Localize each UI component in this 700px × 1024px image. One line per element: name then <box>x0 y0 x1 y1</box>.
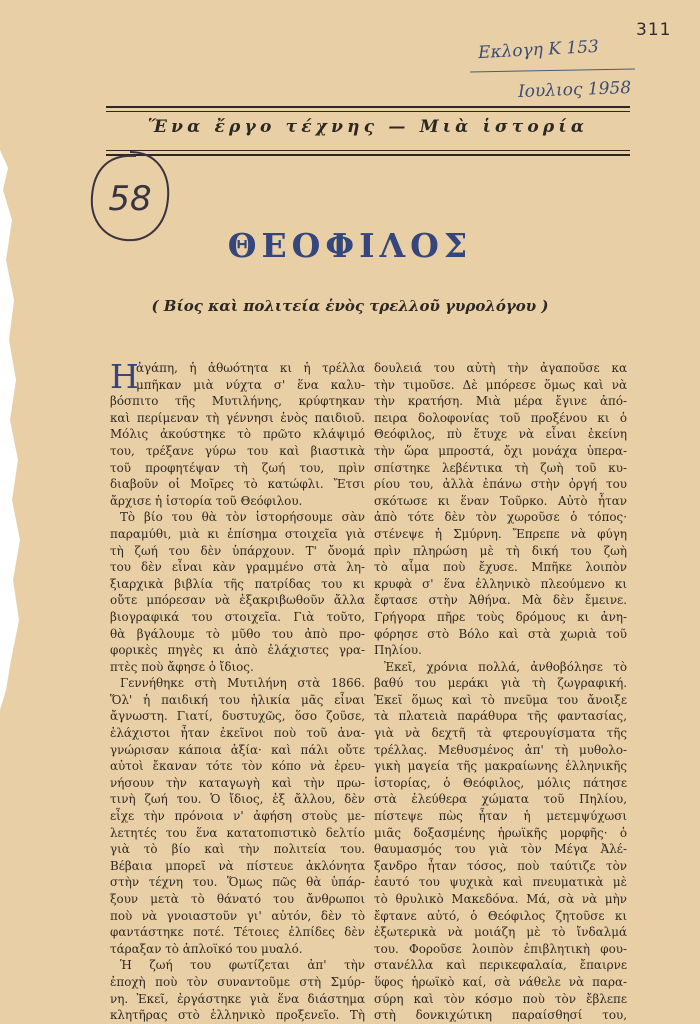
text-line: φορικὲς πηγὲς κι ἀπὸ ἐλάχιστες γρα- <box>110 643 365 658</box>
text-line: στὴν τέχνη του. Ὅμως πῶς θὰ ὑπάρ- <box>110 875 365 890</box>
text-line: τοῦ προφητέψαν τὴ ζωή του, πρὶν <box>110 460 365 475</box>
text-line: ξιαρχικὰ βιβλία τῆς πατρίδας του κι <box>110 576 365 591</box>
text-line: μιᾶς δοξασμένης ἡρωϊκῆς μορφῆς· ὁ <box>374 825 627 840</box>
text-line: ἱστορίας, ὁ Θεόφιλος, μόλις πάτησε <box>374 775 627 790</box>
text-line: βιογραφικά του στοιχεῖα. Γιὰ τοῦτο, <box>110 609 365 624</box>
text-line: βόσπιτο τῆς Μυτιλήνης, κρύφτηκαν <box>110 394 365 409</box>
header-rule-top-thin <box>106 111 630 112</box>
text-line: τὸ αἷμα ποὺ ἔχυσε. Μπῆκε λοιπὸν <box>374 560 627 575</box>
text-line: ποὺ νὰ γνοιαστοῦν γι' αὐτόν, δὲν τὸ <box>110 908 365 923</box>
text-line: κρυφὰ σ' ἕνα ἑλληνικὸ πλεούμενο κι <box>374 576 627 591</box>
text-line: σκότωσε κι ἕναν Τοῦρκο. Αὐτὸ ἦταν <box>374 493 627 508</box>
text-line: νη. Ἐκεῖ, ἐργάστηκε γιὰ ἕνα διάστημα <box>110 991 365 1006</box>
text-line: ξουν μετὰ τὸ θάνατό του ἄνθρωποι <box>110 892 365 906</box>
text-line: τὴ ζωή του δὲν ὑπάρχουν. Τ' ὄνομά <box>110 543 365 558</box>
text-line: λετητές του ἕνα κατατοπιστικὸ δελτίο <box>110 825 365 840</box>
drop-cap: Η <box>110 357 139 396</box>
handwritten-date: Ιουλιος 1958 <box>517 78 632 102</box>
text-line: κλητῆρας στὸ ἑλληνικὸ προξενεῖο. Τὴ <box>110 1008 365 1023</box>
text-line: ἀπὸ τότε δὲν τὸν χωροῦσε ὁ τόπος· <box>374 510 627 525</box>
text-line: τὸ θρυλικὸ Μακεδόνα. Μά, σὰ νὰ μὴν <box>374 892 627 906</box>
text-line: Τὸ βίο του θὰ τὸν ἱστορήσουμε σὰν <box>120 510 365 525</box>
text-line: τὰ πλατειὰ παράθυρα τῆς φαντασίας, <box>374 709 627 724</box>
text-line: πειρα δολοφονίας τοῦ προξένου κι ὁ <box>374 410 627 425</box>
text-line: ὕφος ἡρωϊκὸ καί, σὰ νάθελε νὰ παρα- <box>374 974 627 989</box>
text-line: αὐτοὶ ἔκαναν τότε τὸν κόπο νὰ ἐρευ- <box>110 759 365 774</box>
text-line: τὴν ὥρα μπροστά, ὄχι μονάχα ὑπερα- <box>374 443 627 458</box>
article-column-right <box>374 360 627 1024</box>
text-line: δουλειά του αὐτὴ τὴν ἀγαποῦσε κα <box>374 361 627 375</box>
article-column-left <box>110 357 365 1024</box>
text-line: οὔτε μπόρεσαν νὰ ἐξακριβωθοῦν ἄλλα <box>110 593 365 608</box>
text-line: Ἐκεῖ ὅμως καὶ τὸ πνεῦμα του ἄνοιξε <box>374 692 627 707</box>
text-line: τινὴ ζωή του. Ὁ ἴδιος, ἐξ ἄλλου, δὲν <box>110 792 365 807</box>
text-line: Πηλίου. <box>374 643 422 658</box>
text-line: του δὲν εἶναι κὰν γραμμένο στὰ λη- <box>110 560 365 575</box>
text-line: πρὶν πληρώση μὲ τὴ δική του ζωὴ <box>374 543 627 558</box>
text-line: Γρήγορα πῆρε τοὺς δρόμους κι ἀνη- <box>374 609 627 624</box>
handwritten-publication-label: Εκλογη Κ 153 <box>477 36 600 64</box>
text-line: Ἐκεῖ, χρόνια πολλά, ἀνθοβόλησε τὸ <box>384 659 627 674</box>
circled-number-text: 58 <box>108 179 152 219</box>
text-line: Βέβαια μπορεῖ νὰ πίστευε ἀκλόνητα <box>110 858 365 873</box>
text-line: τὴν κρατήση. Μιὰ μέρα ἔγινε ἀπό- <box>374 394 627 409</box>
text-line: ἐξωτερικὰ νὰ μοιάζη μὲ τὸ ἴνδαλμά <box>374 925 627 940</box>
text-line: γικὴ μαγεία τῆς μακραίωνης ἑλληνικῆς <box>374 759 627 774</box>
header-rule-bottom <box>106 154 630 156</box>
text-line: γιὰ νὰ δεχτῆ τὰ φτερουγίσματα τῆς <box>374 726 627 741</box>
text-line: σύρη καὶ τὸν κόσμο ποὺ τὸν ἔβλεπε <box>374 991 627 1006</box>
text-line: εἶχε τὴν πρόνοια ν' ἀφήση στοὺς με- <box>110 809 365 824</box>
text-line: του, τρέξανε γύρω του καὶ βιαστικὰ <box>110 443 365 458</box>
text-line: ἔφτανε αὐτό, ὁ Θεόφιλος ζητοῦσε κι <box>374 908 627 923</box>
text-line: σπίστηκε λεβέντικα τὴ ζωὴ τοῦ κυ- <box>374 460 627 475</box>
text-line: γιὰ τὸ βίο καὶ τὴν πολιτεία του. <box>110 842 365 857</box>
text-line: μπῆκαν μιὰ νύχτα σ' ἕνα καλυ- <box>136 377 365 392</box>
header-rule-top <box>106 106 630 108</box>
text-line: ἐλάχιστοι ἦταν ἐκεῖνοι ποὺ τοῦ ἀνα- <box>110 726 365 741</box>
text-line: του. Φοροῦσε λοιπὸν ἐπιβλητικὴ φου- <box>374 941 627 956</box>
text-line: ἑαυτό του ψυχικὰ καὶ πνευματικὰ μὲ <box>374 875 627 890</box>
text-line: τρέλλας. Μεθυσμένος ἀπ' τὴ μυθολο- <box>374 742 627 757</box>
text-line: ἄγνωστη. Γιατί, δυστυχῶς, ὅσο ζοῦσε, <box>110 709 365 724</box>
text-line: ἄρχισε ἡ ἱστορία τοῦ Θεόφιλου. <box>110 493 303 508</box>
text-line: τάραξαν τὸ ἁπλοϊκό του μυαλό. <box>110 941 303 956</box>
text-line: ἔφτασε στὴν Ἀθήνα. Μὰ δὲν ἔμεινε. <box>374 593 627 608</box>
text-line: νήσουν τὴν καταγωγὴ καὶ τὴν πρω- <box>110 775 365 790</box>
article-subtitle: ( Βίος καὶ πολιτεία ἑνὸς τρελλοῦ γυρολόγου ) <box>151 297 549 315</box>
text-line: παραμύθι, μιὰ κι ἐπίσημα στοιχεῖα γιὰ <box>110 526 365 541</box>
text-line: φόρησε στὸ Βόλο καὶ στὰ χωριὰ τοῦ <box>374 626 627 641</box>
text-line: Ἡ ζωή του φωτίζεται ἀπ' τὴν <box>120 958 365 973</box>
text-line: στὰ ἐλεύθερα χώματα τοῦ Πηλίου, <box>374 792 627 807</box>
text-line: γνώρισαν κάποια ἀξία· καὶ πάλι οὔτε <box>110 742 365 757</box>
text-line: πίστεψε πὼς ἦταν ἡ μετεμψύχωσι <box>374 809 627 824</box>
text-line: ἐποχὴ ποὺ τὸν συναντοῦμε στὴ Σμύρ- <box>110 974 365 989</box>
section-kicker: Ἕνα ἔργο τέχνης — Μιὰ ἱστορία <box>147 117 589 137</box>
text-line: πτὲς ποὺ ἄφησε ὁ ἴδιος. <box>110 659 254 674</box>
handwritten-underline <box>470 69 635 73</box>
text-line: θὰ βγάλουμε τὸ μῦθο του ἀπὸ προ- <box>110 626 365 641</box>
text-line: καὶ περίμεναν τὴ γέννησι ἑνὸς παιδιοῦ. <box>110 410 365 425</box>
text-line: βαθύ του μεράκι γιὰ τὴ ζωγραφική. <box>374 676 627 691</box>
text-line: φαντάστηκε ποτέ. Τέτοιες ἐλπίδες δὲν <box>110 925 365 940</box>
text-line: Θεόφιλος, πὺ ἔτυχε νὰ εἶναι ἐκείνη <box>374 427 627 442</box>
text-line: Γεννήθηκε στὴ Μυτιλήνη στὰ 1866. <box>120 676 365 691</box>
article-title: ΘΕΟΦΙΛΟΣ <box>227 226 473 265</box>
text-line: στένεψε ἡ Σμύρνη. Ἔπρεπε νὰ φύγη <box>374 526 627 541</box>
text-line: ἀγάπη, ἡ ἀθωότητα κι ἡ τρέλλα <box>136 361 365 375</box>
text-line: ρίου του, ἀλλὰ ἐπάνω στὴν ὀργή του <box>374 477 627 492</box>
header-rule-bottom-thin <box>106 150 630 151</box>
handwritten-page-number: 311 <box>636 20 672 40</box>
text-line: Ὅλ' ἡ παιδική του ἡλικία μᾶς εἶναι <box>110 692 365 707</box>
text-line: στανέλλα καὶ περικεφαλαία, ἔπαιρνε <box>374 958 627 973</box>
text-line: διαβοῦν οἱ Μοῖρες τὸ κατώφλι. Ἔτσι <box>110 477 365 492</box>
text-line: Μόλις ἀκούστηκε τὸ πρῶτο κλάψιμό <box>110 427 365 442</box>
text-line: τὴν τιμοῦσε. Δὲ μπόρεσε ὅμως καὶ νὰ <box>374 377 627 392</box>
text-line: στὴ δονκιχώτικη παραίσθησί του, <box>374 1008 627 1023</box>
text-line: ξανδρο ἦταν τόσος, ποὺ ταύτιζε τὸν <box>374 858 627 873</box>
text-line: θαυμασμός του γιὰ τὸν Μέγα Ἀλέ- <box>374 842 627 857</box>
